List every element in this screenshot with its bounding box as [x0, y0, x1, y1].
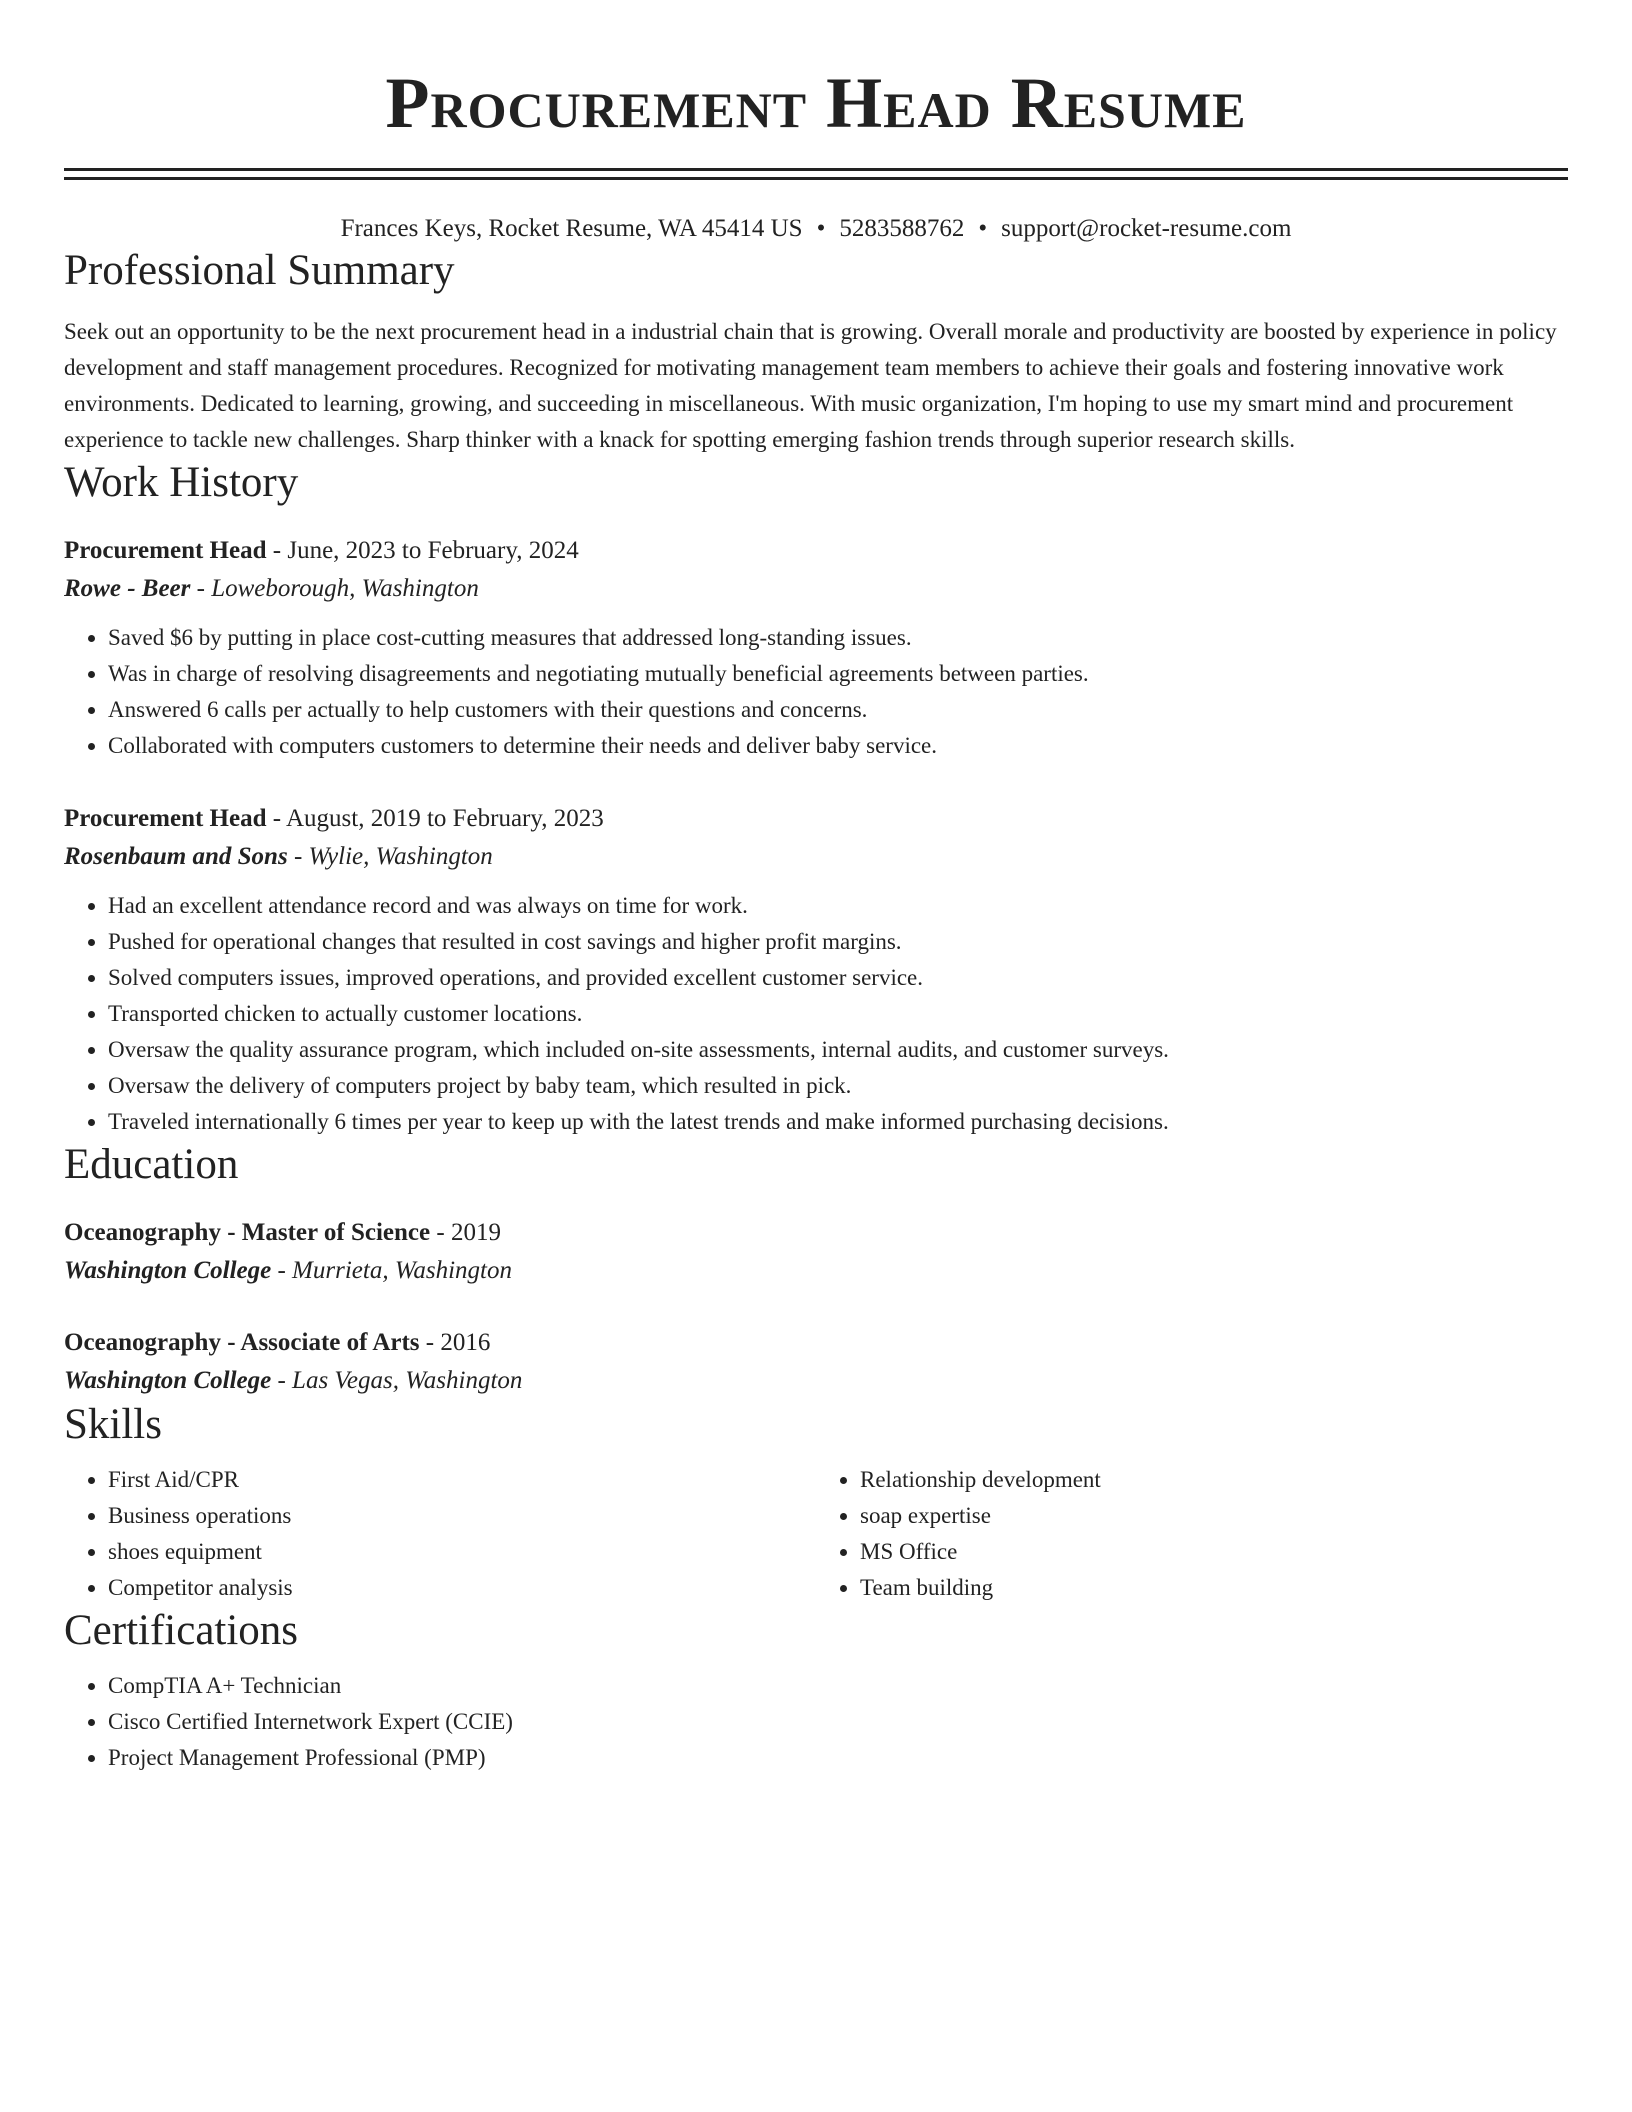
skills-column-left — [64, 1462, 816, 1606]
job-bullet: • Had an excellent attendance record and was always on time for work. — [108, 888, 1568, 924]
summary-text: Seek out an opportunity to be the next procurement head in a industrial chain that is growing. Overall morale and productivity are boosted by experience in policy development and staff management procedures. Recognized for motivating management team members to achieve their goals and fostering innovative work environments. Dedicated to learning, growing, and succeeding in miscellaneous. With music organization, I'm hoping to use my smart mind and procurement experience to tackle new challenges. Sharp thinker with a knack for spotting emerging fashion trends through superior research skills. — [64, 319, 1557, 452]
job-title-line — [64, 800, 1568, 838]
skills-grid — [64, 1462, 1568, 1606]
job-bullets — [64, 888, 1568, 1140]
contact-phone: 5283588762 — [839, 215, 965, 242]
resume-title: Procurement Head Resume — [385, 63, 1247, 143]
education-entry — [64, 1324, 1568, 1400]
certification-item: • CompTIA A+ Technician — [108, 1668, 1568, 1704]
degree-line — [64, 1324, 1568, 1362]
school-location: - Las Vegas, Washington — [271, 1367, 523, 1394]
degree-line — [64, 1214, 1568, 1252]
skill-item: • Relationship development — [860, 1462, 1568, 1498]
skill-item: • Business operations — [108, 1498, 816, 1534]
skill-item: • Team building — [860, 1570, 1568, 1606]
contact-separator: • — [978, 215, 988, 242]
graduation-year: - 2019 — [430, 1219, 501, 1246]
school-line — [64, 1252, 1568, 1290]
job-company: Rosenbaum and Sons — [64, 843, 288, 870]
job-entry — [64, 800, 1568, 1140]
job-bullets — [64, 620, 1568, 764]
skill-item: • MS Office — [860, 1534, 1568, 1570]
job-title-line — [64, 532, 1568, 570]
job-bullet: • Answered 6 calls per actually to help customers with their questions and concerns. — [108, 692, 1568, 728]
school-line — [64, 1362, 1568, 1400]
graduation-year: - 2016 — [419, 1329, 491, 1356]
job-company: Rowe - Beer — [64, 575, 191, 602]
job-dates: - August, 2019 to February, 2023 — [266, 805, 604, 832]
job-title: Procurement Head — [64, 805, 267, 832]
certification-item: • Cisco Certified Internetwork Expert (CCIE) — [108, 1704, 1568, 1740]
job-location: - Wylie, Washington — [287, 843, 493, 870]
contact-separator: • — [816, 215, 826, 242]
contact-address: Frances Keys, Rocket Resume, WA 45414 US — [340, 215, 803, 242]
education-heading: Education — [64, 1141, 239, 1188]
job-title: Procurement Head — [64, 537, 267, 564]
job-bullet: • Was in charge of resolving disagreements and negotiating mutually beneficial agreements between parties. — [108, 656, 1568, 692]
job-bullet: • Saved $6 by putting in place cost-cutting measures that addressed long-standing issues. — [108, 620, 1568, 656]
job-bullet: • Traveled internationally 6 times per year to keep up with the latest trends and make informed purchasing decisions. — [108, 1104, 1568, 1140]
skill-item: • Competitor analysis — [108, 1570, 816, 1606]
job-bullet: • Solved computers issues, improved operations, and provided excellent customer service. — [108, 960, 1568, 996]
certifications-list — [64, 1668, 1568, 1776]
degree: Oceanography - Master of Science — [64, 1219, 431, 1246]
job-bullet: • Collaborated with computers customers to determine their needs and deliver baby service. — [108, 728, 1568, 764]
job-dates: - June, 2023 to February, 2024 — [266, 537, 579, 564]
skill-item: • First Aid/CPR — [108, 1462, 816, 1498]
skills-heading: Skills — [64, 1401, 162, 1448]
title-divider-bottom — [64, 177, 1568, 180]
job-bullet: • Oversaw the quality assurance program, which included on-site assessments, internal audits, and customer surveys. — [108, 1032, 1568, 1068]
job-company-line — [64, 570, 1568, 608]
job-company-line — [64, 838, 1568, 876]
job-location: - Loweborough, Washington — [190, 575, 479, 602]
education-entry — [64, 1214, 1568, 1290]
job-bullet: • Pushed for operational changes that resulted in cost savings and higher profit margins. — [108, 924, 1568, 960]
skills-column-right — [816, 1462, 1568, 1606]
job-bullet: • Oversaw the delivery of computers project by baby team, which resulted in pick. — [108, 1068, 1568, 1104]
title-divider-top — [64, 168, 1568, 171]
skill-item: • shoes equipment — [108, 1534, 816, 1570]
degree: Oceanography - Associate of Arts — [64, 1329, 420, 1356]
contact-line — [64, 212, 1568, 246]
work-history-heading: Work History — [64, 459, 299, 506]
school-name: Washington College — [64, 1367, 272, 1394]
school-name: Washington College — [64, 1257, 272, 1284]
certification-item: • Project Management Professional (PMP) — [108, 1740, 1568, 1776]
certifications-heading: Certifications — [64, 1607, 299, 1654]
job-entry — [64, 532, 1568, 764]
school-location: - Murrieta, Washington — [271, 1257, 512, 1284]
job-bullet: • Transported chicken to actually customer locations. — [108, 996, 1568, 1032]
summary-heading: Professional Summary — [64, 247, 455, 294]
contact-email: support@rocket-resume.com — [1001, 215, 1292, 242]
skill-item: • soap expertise — [860, 1498, 1568, 1534]
